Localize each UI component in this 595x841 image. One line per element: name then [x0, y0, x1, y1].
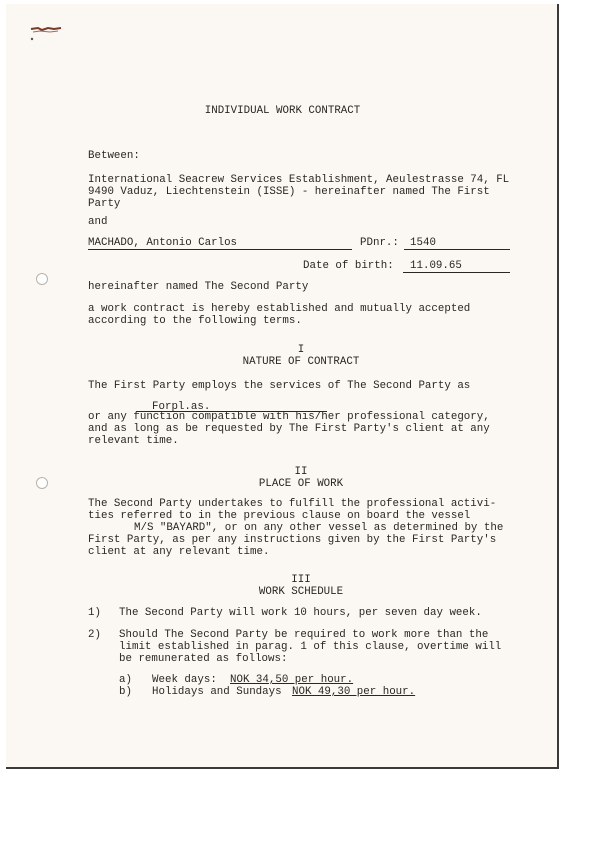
document-title: INDIVIDUAL WORK CONTRACT: [204, 105, 361, 117]
pdnr-underline: [404, 249, 510, 250]
second-party-name: MACHADO, Antonio Carlos: [88, 237, 238, 249]
intro-line-1: a work contract is hereby established and mutually accepted: [88, 303, 471, 315]
item-2-line-1: Should The Second Party be required to work more than the: [119, 629, 489, 641]
pdnr-label: PDnr.:: [360, 237, 399, 249]
item-1-text: The Second Party will work 10 hours, per seven day week.: [119, 607, 482, 619]
section-2-numeral: II: [294, 466, 308, 478]
section-2-line-5: client at any relevant time.: [88, 546, 270, 558]
section-1-line-3: relevant time.: [88, 435, 179, 447]
rate-a-letter: a): [119, 674, 132, 686]
section-2-heading: PLACE OF WORK: [258, 478, 344, 490]
section-1-lead: The First Party employs the services of The Second Party as: [88, 380, 471, 392]
document-page: [6, 4, 559, 769]
and-label: and: [88, 216, 108, 228]
section-1-heading: NATURE OF CONTRACT: [242, 356, 360, 368]
second-party-named: hereinafter named The Second Party: [88, 281, 309, 293]
rate-b-label: Holidays and Sundays: [152, 686, 282, 698]
ink-mark-icon: [28, 20, 68, 42]
position-value: Forpl.as.: [152, 401, 211, 413]
rate-b-letter: b): [119, 686, 132, 698]
section-2-line-1: The Second Party undertakes to fulfill the professional activi-: [88, 498, 497, 510]
section-3-heading: WORK SCHEDULE: [258, 586, 344, 598]
item-1-number: 1): [88, 607, 101, 619]
section-1-line-1: or any function compatible with his/her professional category,: [88, 411, 490, 423]
section-2-line-4: First Party, as per any instructions given by the First Party's: [88, 534, 497, 546]
rate-a-label: Week days:: [152, 674, 217, 686]
rate-b-value: NOK 49,30 per hour.: [292, 686, 416, 698]
section-2-line-3: M/S "BAYARD", or on any other vessel as determined by the: [134, 522, 504, 534]
intro-line-2: according to the following terms.: [88, 315, 302, 327]
section-1-numeral: I: [297, 344, 305, 356]
section-1-line-2: and as long as be requested by The First Party's client at any: [88, 423, 490, 435]
dob-label: Date of birth:: [303, 260, 394, 272]
pdnr-value: 1540: [410, 237, 436, 249]
item-2-number: 2): [88, 629, 101, 641]
first-party-line-3: Party: [88, 198, 121, 210]
item-2-line-3: be remunerated as follows:: [119, 653, 288, 665]
dob-underline: [403, 272, 510, 273]
item-2-line-2: limit established in parag. 1 of this clause, overtime will: [119, 641, 502, 653]
dob-value: 11.09.65: [410, 260, 462, 272]
name-underline: [88, 249, 352, 250]
between-label: Between:: [88, 150, 140, 162]
section-3-numeral: III: [291, 574, 311, 586]
rate-a-value: NOK 34,50 per hour.: [230, 674, 354, 686]
binder-hole-top: [36, 273, 48, 285]
first-party-line-2: 9490 Vaduz, Liechtenstein (ISSE) - hereinafter named The First: [88, 186, 490, 198]
first-party-line-1: International Seacrew Services Establishment, Aeulestrasse 74, FL: [88, 174, 510, 186]
section-2-line-2: ties referred to in the previous clause on board the vessel: [88, 510, 471, 522]
